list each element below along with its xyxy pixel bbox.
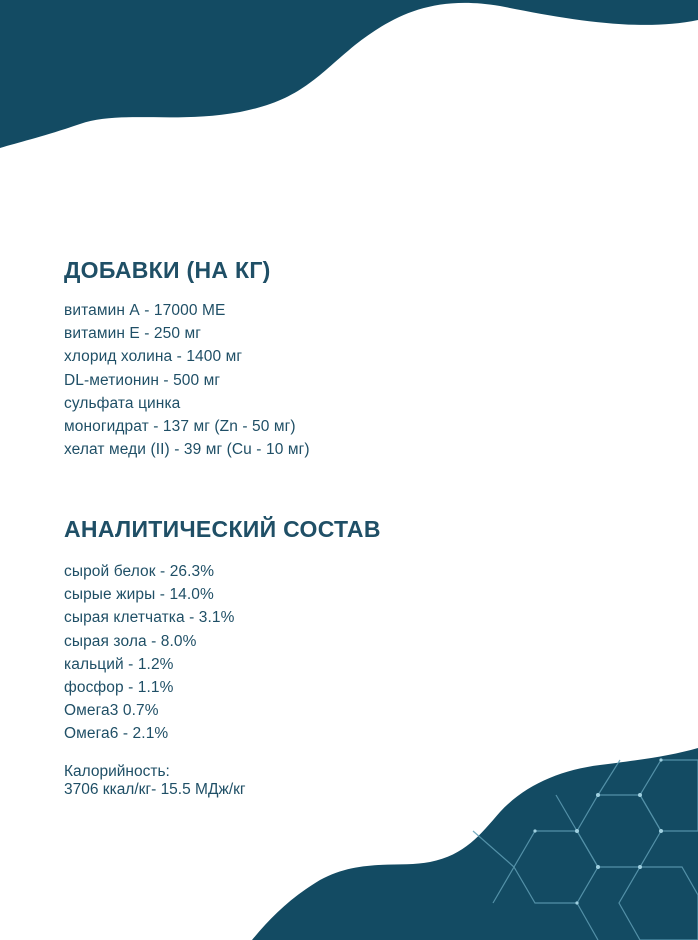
- list-item: витамин Е - 250 мг: [64, 325, 202, 343]
- list-item: сырые жиры - 14.0%: [64, 586, 214, 604]
- list-item: Омега6 - 2.1%: [64, 725, 169, 743]
- list-item: сульфата цинка: [64, 394, 181, 412]
- list-item: моногидрат - 137 мг (Zn - 50 мг): [64, 418, 296, 436]
- calories-value: 3706 ккал/кг- 15.5 МДж/кг: [64, 781, 246, 798]
- list-item: хелат меди (II) - 39 мг (Cu - 10 мг): [64, 441, 310, 459]
- additives-list: [64, 299, 310, 461]
- bottom-wave-shape: [252, 748, 698, 940]
- analysis-list: [64, 560, 235, 746]
- list-item: хлорид холина - 1400 мг: [64, 348, 243, 366]
- list-item: витамин А - 17000 МЕ: [64, 302, 226, 319]
- list-item: Омега3 0.7%: [64, 702, 159, 720]
- list-item: сырая клетчатка - 3.1%: [64, 609, 235, 627]
- list-item: кальций - 1.2%: [64, 655, 174, 673]
- calories-label: Калорийность:: [64, 763, 170, 780]
- top-wave-shape: [0, 0, 698, 148]
- list-item: сырой белок - 26.3%: [64, 563, 215, 580]
- analysis-title: АНАЛИТИЧЕСКИЙ СОСТАВ: [64, 516, 381, 542]
- additives-title: ДОБАВКИ (НА КГ): [64, 257, 271, 283]
- list-item: DL-метионин - 500 мг: [64, 371, 221, 389]
- list-item: сырая зола - 8.0%: [64, 632, 197, 650]
- list-item: фосфор - 1.1%: [64, 679, 174, 697]
